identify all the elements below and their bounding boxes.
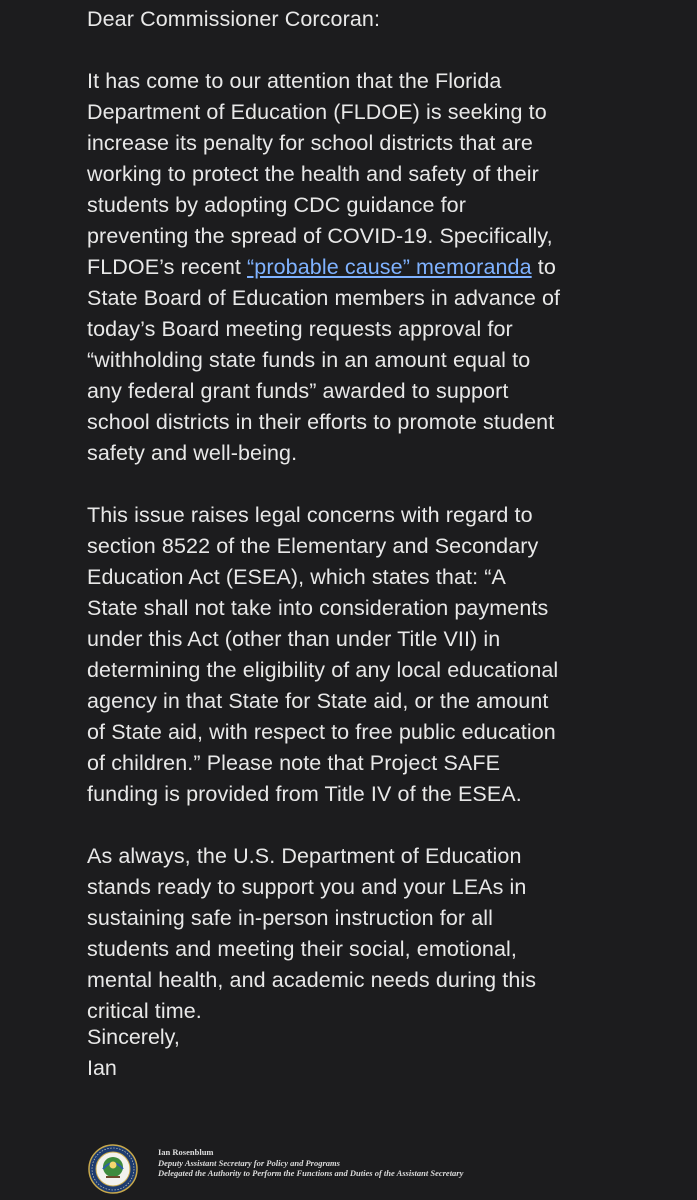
paragraph-2-line: determining the eligibility of any local educational — [87, 658, 559, 682]
paragraph-2-line: of State aid, with respect to free public education — [87, 720, 556, 744]
signer-title: Deputy Assistant Secretary for Policy and Programs — [158, 1157, 340, 1168]
paragraph-1-line: State Board of Education members in advance of — [87, 286, 561, 310]
paragraph-1-line: increase its penalty for school districts that are — [87, 131, 533, 155]
paragraph-2-line: of children.” Please note that Project SAFE — [87, 751, 501, 775]
signer-first-name: Ian — [87, 1056, 117, 1080]
link-prefix-text: FLDOE’s recent — [87, 255, 248, 279]
paragraph-1-line: Department of Education (FLDOE) is seeking to — [87, 100, 547, 124]
paragraph-1-line: school districts in their efforts to promote student — [87, 410, 555, 434]
paragraph-3-line: critical time. — [87, 999, 202, 1023]
paragraph-2-line: section 8522 of the Elementary and Secondary — [87, 534, 539, 558]
paragraph-2 — [87, 500, 687, 810]
signature-block — [87, 1022, 180, 1084]
signer-delegation: Delegated the Authority to Perform the Functions and Duties of the Assistant Secretary — [158, 1168, 464, 1178]
paragraph-1-line: today’s Board meeting requests approval for — [87, 317, 513, 341]
paragraph-3-line: students and meeting their social, emotional, — [87, 937, 517, 961]
paragraph-1-line-with-link — [87, 252, 687, 283]
paragraph-2-line: agency in that State for State aid, or the amount — [87, 689, 549, 713]
paragraph-1 — [87, 66, 687, 469]
paragraph-1-line: It has come to our attention that the Florida — [87, 69, 502, 93]
paragraph-1-line: safety and well-being. — [87, 441, 298, 465]
paragraph-2-line: funding is provided from Title IV of the ESEA. — [87, 782, 522, 806]
signature-text — [158, 1147, 463, 1179]
paragraph-2-line: Education Act (ESEA), which states that: “A — [87, 565, 506, 589]
paragraph-3 — [87, 841, 687, 1027]
probable-cause-memoranda-link[interactable]: “probable cause” memoranda — [247, 255, 532, 279]
paragraph-2-line: under this Act (other than under Title VII) in — [87, 627, 501, 651]
department-of-education-seal-icon — [88, 1144, 138, 1194]
signer-full-name: Ian Rosenblum — [158, 1147, 214, 1157]
closing: Sincerely, — [87, 1025, 180, 1049]
paragraph-1-line: working to protect the health and safety of their — [87, 162, 539, 186]
salutation: Dear Commissioner Corcoran: — [87, 7, 381, 31]
paragraph-1-line: “withholding state funds in an amount equal to — [87, 348, 531, 372]
paragraph-3-line: As always, the U.S. Department of Education — [87, 844, 522, 868]
email-body — [87, 4, 687, 1058]
paragraph-2-line: This issue raises legal concerns with regard to — [87, 503, 533, 527]
email-signature-footer — [88, 1144, 648, 1196]
paragraph-2-line: State shall not take into consideration payments — [87, 596, 549, 620]
link-suffix-text: to — [531, 255, 556, 279]
paragraph-3-line: sustaining safe in-person instruction for all — [87, 906, 494, 930]
paragraph-1-line: any federal grant funds” awarded to support — [87, 379, 509, 403]
paragraph-1-line: preventing the spread of COVID-19. Specifically, — [87, 224, 553, 248]
paragraph-3-line: mental health, and academic needs during this — [87, 968, 537, 992]
paragraph-1-line: students by adopting CDC guidance for — [87, 193, 466, 217]
paragraph-3-line: stands ready to support you and your LEAs in — [87, 875, 527, 899]
